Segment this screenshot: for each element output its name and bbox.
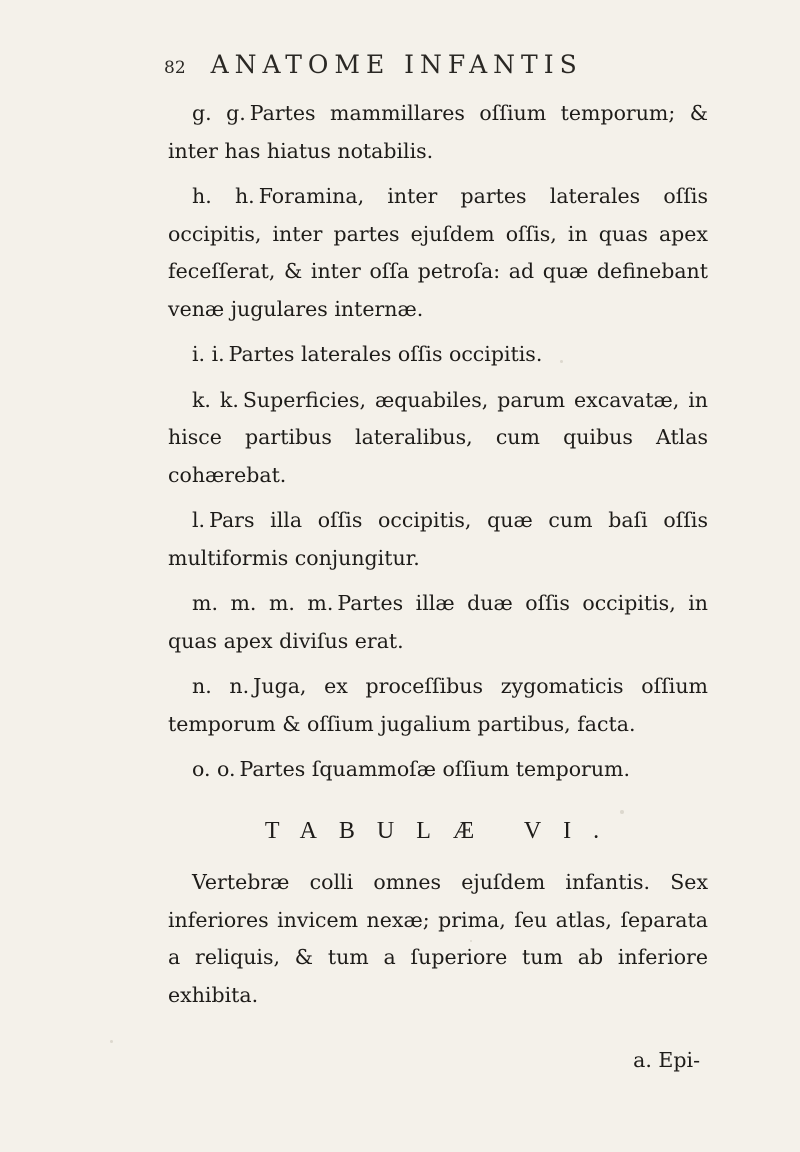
- legend-text: Partes laterales oſſis occipitis.: [228, 342, 543, 366]
- table-heading: TABULÆ VI.: [264, 817, 622, 844]
- legend-text: Pars illa oſſis occipitis, quæ cum baſi oſſis multiformis conjungitur.: [168, 508, 708, 570]
- legend-text: Partes ſquammoſæ oſſium temporum.: [239, 757, 631, 781]
- legend-label: n. n.: [192, 674, 250, 698]
- legend-entry: [168, 668, 708, 743]
- legend-label: g. g.: [192, 101, 246, 125]
- legend-text: Foramina, inter partes laterales oſſis occipitis, inter partes ejuſdem oſſis, in quas apex feceſſerat, & inter oſſa petroſa: ad quæ definebant venæ jugulares internæ.: [168, 184, 708, 321]
- legend-text: Juga, ex proceſſibus zygomaticis oſſium temporum & oſſium jugalium partibus, facta.: [168, 674, 708, 736]
- legend-entry: [168, 585, 708, 660]
- page-number: 82: [164, 58, 186, 78]
- paper-speck: [620, 810, 624, 814]
- legend-label: h. h.: [192, 184, 255, 208]
- legend-label: o. o.: [192, 757, 236, 781]
- legend-entry: [168, 751, 708, 789]
- legend-text: Superficies, æquabiles, parum excavatæ, in hisce partibus lateralibus, cum quibus Atlas cohærebat.: [168, 387, 708, 487]
- legend-entry: [168, 382, 708, 495]
- legend-entry: [168, 336, 708, 374]
- running-title: ANATOME INFANTIS: [210, 50, 583, 79]
- figure-legend: [168, 95, 708, 789]
- catchword: a. Epi-: [633, 1048, 700, 1072]
- paper-speck: [110, 1040, 113, 1043]
- legend-entry: [168, 178, 708, 328]
- legend-label: m. m. m. m.: [192, 591, 334, 615]
- paper-speck: [560, 360, 563, 363]
- legend-label: k. k.: [192, 387, 239, 412]
- legend-text: Partes mammillares oſſium temporum; & inter has hiatus notabilis.: [168, 101, 708, 163]
- running-header: [164, 50, 583, 79]
- legend-entry: [168, 502, 708, 577]
- legend-label: l.: [192, 508, 206, 532]
- legend-label: i. i.: [192, 342, 225, 366]
- table-paragraph: Vertebræ colli omnes ejuſdem infantis. Sex inferiores invicem nexæ; prima, ſeu atlas, ſeparata a reliquis, & tum a ſuperiore tum ab inferiore exhibita.: [168, 870, 708, 1007]
- legend-text: Partes illæ duæ oſſis occipitis, in quas apex diviſus erat.: [168, 591, 708, 653]
- paper-speck: [470, 940, 472, 942]
- body-text: [168, 95, 708, 1080]
- legend-entry: [168, 95, 708, 170]
